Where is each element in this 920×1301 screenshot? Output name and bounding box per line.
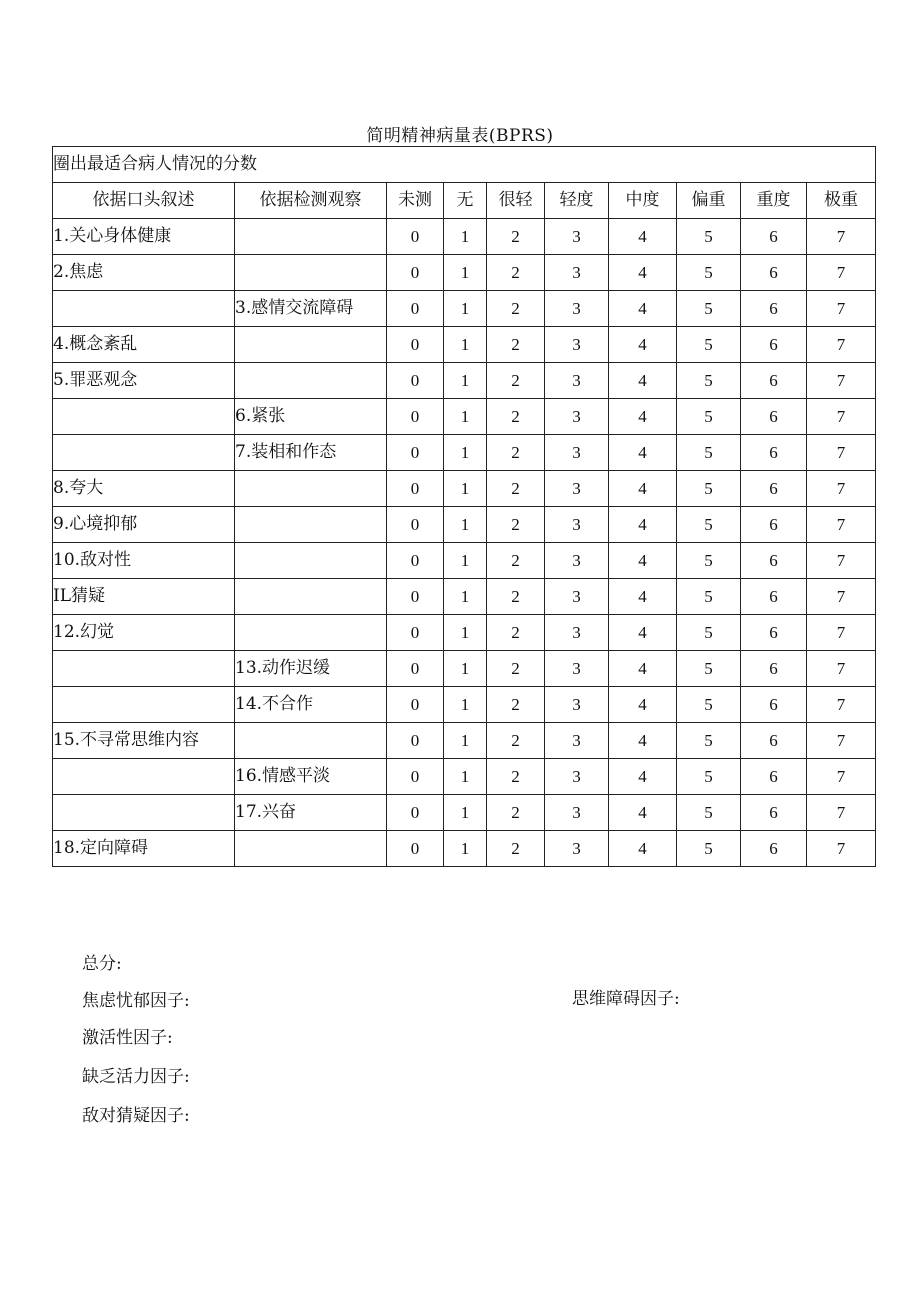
score-option[interactable]: 1 [444, 255, 487, 291]
verbal-item-cell [53, 795, 235, 831]
score-option[interactable]: 2 [487, 219, 545, 255]
score-option[interactable]: 3 [545, 363, 609, 399]
score-option[interactable]: 2 [487, 831, 545, 867]
score-option[interactable]: 1 [444, 651, 487, 687]
header-mild: 轻度 [545, 183, 609, 219]
score-option[interactable]: 5 [677, 687, 741, 723]
verbal-item-cell [53, 651, 235, 687]
score-option[interactable]: 4 [609, 795, 677, 831]
score-option[interactable]: 0 [387, 615, 444, 651]
observed-item-cell [235, 579, 387, 615]
header-very-mild: 很轻 [487, 183, 545, 219]
score-option[interactable]: 7 [807, 543, 876, 579]
score-option[interactable]: 6 [741, 579, 807, 615]
score-option[interactable]: 2 [487, 615, 545, 651]
score-option[interactable]: 0 [387, 687, 444, 723]
score-option[interactable]: 1 [444, 687, 487, 723]
score-option[interactable]: 1 [444, 795, 487, 831]
score-option[interactable]: 5 [677, 471, 741, 507]
score-option[interactable]: 7 [807, 723, 876, 759]
observed-item-cell [235, 471, 387, 507]
table-row [53, 327, 876, 363]
score-option[interactable]: 6 [741, 471, 807, 507]
page-title: 简明精神病量表(BPRS) [366, 126, 554, 146]
observed-item-cell [235, 507, 387, 543]
score-option[interactable]: 4 [609, 615, 677, 651]
table-row [53, 471, 876, 507]
score-option[interactable]: 1 [444, 579, 487, 615]
anxiety-depression-factor-label: 焦虑忧郁因子: [82, 991, 190, 1011]
score-option[interactable]: 6 [741, 399, 807, 435]
observed-item-cell [235, 615, 387, 651]
score-option[interactable]: 4 [609, 363, 677, 399]
observed-item-cell: 3.感情交流障碍 [235, 291, 387, 327]
score-option[interactable]: 2 [487, 795, 545, 831]
observed-item-cell [235, 723, 387, 759]
score-option[interactable]: 4 [609, 291, 677, 327]
observed-item-cell [235, 543, 387, 579]
score-option[interactable]: 3 [545, 759, 609, 795]
score-option[interactable]: 4 [609, 327, 677, 363]
score-option[interactable]: 2 [487, 471, 545, 507]
score-option[interactable]: 7 [807, 651, 876, 687]
score-option[interactable]: 0 [387, 363, 444, 399]
score-option[interactable]: 1 [444, 831, 487, 867]
score-option[interactable]: 2 [487, 507, 545, 543]
observed-item-cell: 16.情感平淡 [235, 759, 387, 795]
score-option[interactable]: 4 [609, 759, 677, 795]
table-row [53, 219, 876, 255]
instruction-row [53, 147, 876, 183]
score-option[interactable]: 1 [444, 219, 487, 255]
score-option[interactable]: 0 [387, 507, 444, 543]
table-row [53, 831, 876, 867]
score-option[interactable]: 2 [487, 435, 545, 471]
score-option[interactable]: 0 [387, 255, 444, 291]
score-option[interactable]: 1 [444, 435, 487, 471]
verbal-item-cell: 10.敌对性 [53, 543, 235, 579]
verbal-item-cell [53, 435, 235, 471]
header-none: 无 [444, 183, 487, 219]
score-option[interactable]: 4 [609, 507, 677, 543]
score-option[interactable]: 3 [545, 723, 609, 759]
score-option[interactable]: 3 [545, 795, 609, 831]
verbal-item-cell [53, 291, 235, 327]
verbal-item-cell: 9.心境抑郁 [53, 507, 235, 543]
score-option[interactable]: 0 [387, 435, 444, 471]
score-option[interactable]: 1 [444, 543, 487, 579]
score-option[interactable]: 7 [807, 507, 876, 543]
header-extreme: 极重 [807, 183, 876, 219]
score-option[interactable]: 5 [677, 291, 741, 327]
score-option[interactable]: 3 [545, 399, 609, 435]
activation-factor-label: 激活性因子: [82, 1028, 173, 1048]
header-mod-severe: 偏重 [677, 183, 741, 219]
score-option[interactable]: 2 [487, 399, 545, 435]
instruction-text: 圈出最适合病人情况的分数 [53, 147, 876, 183]
score-option[interactable]: 4 [609, 723, 677, 759]
table-row [53, 435, 876, 471]
score-option[interactable]: 6 [741, 723, 807, 759]
score-option[interactable]: 6 [741, 291, 807, 327]
table-row [53, 651, 876, 687]
score-option[interactable]: 3 [545, 471, 609, 507]
thought-disorder-factor-label: 思维障碍因子: [572, 989, 680, 1009]
score-option[interactable]: 7 [807, 831, 876, 867]
score-option[interactable]: 7 [807, 219, 876, 255]
bprs-table [52, 146, 876, 867]
score-option[interactable]: 1 [444, 723, 487, 759]
header-row [53, 183, 876, 219]
score-option[interactable]: 0 [387, 651, 444, 687]
score-option[interactable]: 6 [741, 219, 807, 255]
score-option[interactable]: 2 [487, 723, 545, 759]
score-option[interactable]: 6 [741, 255, 807, 291]
score-option[interactable]: 3 [545, 651, 609, 687]
score-option[interactable]: 1 [444, 327, 487, 363]
verbal-item-cell: 12.幻觉 [53, 615, 235, 651]
score-option[interactable]: 3 [545, 687, 609, 723]
score-option[interactable]: 2 [487, 579, 545, 615]
table-row [53, 255, 876, 291]
observed-item-cell [235, 831, 387, 867]
score-option[interactable]: 6 [741, 831, 807, 867]
verbal-item-cell [53, 399, 235, 435]
score-option[interactable]: 7 [807, 399, 876, 435]
score-option[interactable]: 5 [677, 507, 741, 543]
table-row [53, 795, 876, 831]
score-option[interactable]: 0 [387, 543, 444, 579]
score-option[interactable]: 0 [387, 723, 444, 759]
score-option[interactable]: 4 [609, 219, 677, 255]
score-option[interactable]: 4 [609, 543, 677, 579]
score-option[interactable]: 6 [741, 435, 807, 471]
score-option[interactable]: 3 [545, 831, 609, 867]
score-option[interactable]: 3 [545, 435, 609, 471]
score-option[interactable]: 7 [807, 687, 876, 723]
score-option[interactable]: 0 [387, 579, 444, 615]
score-option[interactable]: 6 [741, 543, 807, 579]
score-option[interactable]: 3 [545, 291, 609, 327]
verbal-item-cell: 18.定向障碍 [53, 831, 235, 867]
observed-item-cell: 7.装相和作态 [235, 435, 387, 471]
score-option[interactable]: 1 [444, 399, 487, 435]
score-option[interactable]: 1 [444, 363, 487, 399]
score-option[interactable]: 2 [487, 759, 545, 795]
table-row [53, 363, 876, 399]
header-moderate: 中度 [609, 183, 677, 219]
verbal-item-cell: 2.焦虑 [53, 255, 235, 291]
header-observed: 依据检测观察 [235, 183, 387, 219]
score-option[interactable]: 5 [677, 255, 741, 291]
score-option[interactable]: 7 [807, 363, 876, 399]
score-option[interactable]: 2 [487, 543, 545, 579]
verbal-item-cell: 8.夸大 [53, 471, 235, 507]
score-option[interactable]: 6 [741, 687, 807, 723]
anergia-factor-label: 缺乏活力因子: [82, 1067, 190, 1087]
score-option[interactable]: 2 [487, 291, 545, 327]
score-option[interactable]: 1 [444, 759, 487, 795]
verbal-item-cell [53, 687, 235, 723]
score-option[interactable]: 5 [677, 615, 741, 651]
observed-item-cell: 14.不合作 [235, 687, 387, 723]
score-option[interactable]: 3 [545, 543, 609, 579]
score-option[interactable]: 5 [677, 795, 741, 831]
verbal-item-cell [53, 759, 235, 795]
score-option[interactable]: 6 [741, 327, 807, 363]
score-option[interactable]: 0 [387, 291, 444, 327]
score-option[interactable]: 2 [487, 327, 545, 363]
table-row [53, 615, 876, 651]
table-row [53, 723, 876, 759]
score-option[interactable]: 7 [807, 255, 876, 291]
score-option[interactable]: 6 [741, 759, 807, 795]
score-option[interactable]: 7 [807, 471, 876, 507]
score-option[interactable]: 0 [387, 219, 444, 255]
score-option[interactable]: 6 [741, 795, 807, 831]
score-option[interactable]: 4 [609, 435, 677, 471]
score-option[interactable]: 0 [387, 471, 444, 507]
score-option[interactable]: 5 [677, 651, 741, 687]
score-option[interactable]: 5 [677, 831, 741, 867]
score-option[interactable]: 3 [545, 507, 609, 543]
score-option[interactable]: 4 [609, 471, 677, 507]
score-option[interactable]: 7 [807, 615, 876, 651]
score-option[interactable]: 4 [609, 831, 677, 867]
observed-item-cell: 17.兴奋 [235, 795, 387, 831]
score-option[interactable]: 6 [741, 615, 807, 651]
score-option[interactable]: 5 [677, 435, 741, 471]
score-option[interactable]: 4 [609, 687, 677, 723]
score-option[interactable]: 7 [807, 759, 876, 795]
score-option[interactable]: 1 [444, 615, 487, 651]
score-option[interactable]: 2 [487, 651, 545, 687]
score-option[interactable]: 3 [545, 615, 609, 651]
observed-item-cell: 13.动作迟缓 [235, 651, 387, 687]
score-option[interactable]: 2 [487, 255, 545, 291]
score-option[interactable]: 4 [609, 651, 677, 687]
observed-item-cell [235, 219, 387, 255]
score-option[interactable]: 1 [444, 471, 487, 507]
score-option[interactable]: 0 [387, 399, 444, 435]
score-option[interactable]: 3 [545, 327, 609, 363]
header-not-rated: 未测 [387, 183, 444, 219]
table-row [53, 507, 876, 543]
observed-item-cell: 6.紧张 [235, 399, 387, 435]
score-option[interactable]: 5 [677, 219, 741, 255]
score-option[interactable]: 7 [807, 435, 876, 471]
score-option[interactable]: 5 [677, 363, 741, 399]
score-option[interactable]: 0 [387, 795, 444, 831]
score-option[interactable]: 2 [487, 687, 545, 723]
score-option[interactable]: 4 [609, 399, 677, 435]
score-option[interactable]: 6 [741, 363, 807, 399]
score-option[interactable]: 3 [545, 255, 609, 291]
observed-item-cell [235, 255, 387, 291]
score-option[interactable]: 4 [609, 579, 677, 615]
score-option[interactable]: 5 [677, 327, 741, 363]
score-option[interactable]: 6 [741, 651, 807, 687]
observed-item-cell [235, 363, 387, 399]
table-row [53, 291, 876, 327]
observed-item-cell [235, 327, 387, 363]
header-severe: 重度 [741, 183, 807, 219]
score-option[interactable]: 7 [807, 579, 876, 615]
table-row [53, 399, 876, 435]
score-option[interactable]: 3 [545, 219, 609, 255]
table-row [53, 687, 876, 723]
score-option[interactable]: 7 [807, 795, 876, 831]
verbal-item-cell: 1.关心身体健康 [53, 219, 235, 255]
table-row [53, 543, 876, 579]
table-row [53, 579, 876, 615]
score-option[interactable]: 7 [807, 327, 876, 363]
score-option[interactable]: 0 [387, 327, 444, 363]
score-option[interactable]: 5 [677, 399, 741, 435]
total-score-label: 总分: [82, 954, 122, 974]
verbal-item-cell: 4.概念紊乱 [53, 327, 235, 363]
verbal-item-cell: 5.罪恶观念 [53, 363, 235, 399]
score-option[interactable]: 3 [545, 579, 609, 615]
score-option[interactable]: 1 [444, 507, 487, 543]
hostility-suspicion-factor-label: 敌对猜疑因子: [82, 1106, 190, 1126]
score-option[interactable]: 2 [487, 363, 545, 399]
score-option[interactable]: 5 [677, 543, 741, 579]
score-option[interactable]: 5 [677, 579, 741, 615]
score-option[interactable]: 5 [677, 759, 741, 795]
verbal-item-cell: IL猜疑 [53, 579, 235, 615]
header-verbal: 依据口头叙述 [53, 183, 235, 219]
table-row [53, 759, 876, 795]
score-option[interactable]: 5 [677, 723, 741, 759]
score-option[interactable]: 1 [444, 291, 487, 327]
score-option[interactable]: 7 [807, 291, 876, 327]
score-option[interactable]: 4 [609, 255, 677, 291]
score-option[interactable]: 0 [387, 759, 444, 795]
score-option[interactable]: 6 [741, 507, 807, 543]
verbal-item-cell: 15.不寻常思维内容 [53, 723, 235, 759]
score-option[interactable]: 0 [387, 831, 444, 867]
